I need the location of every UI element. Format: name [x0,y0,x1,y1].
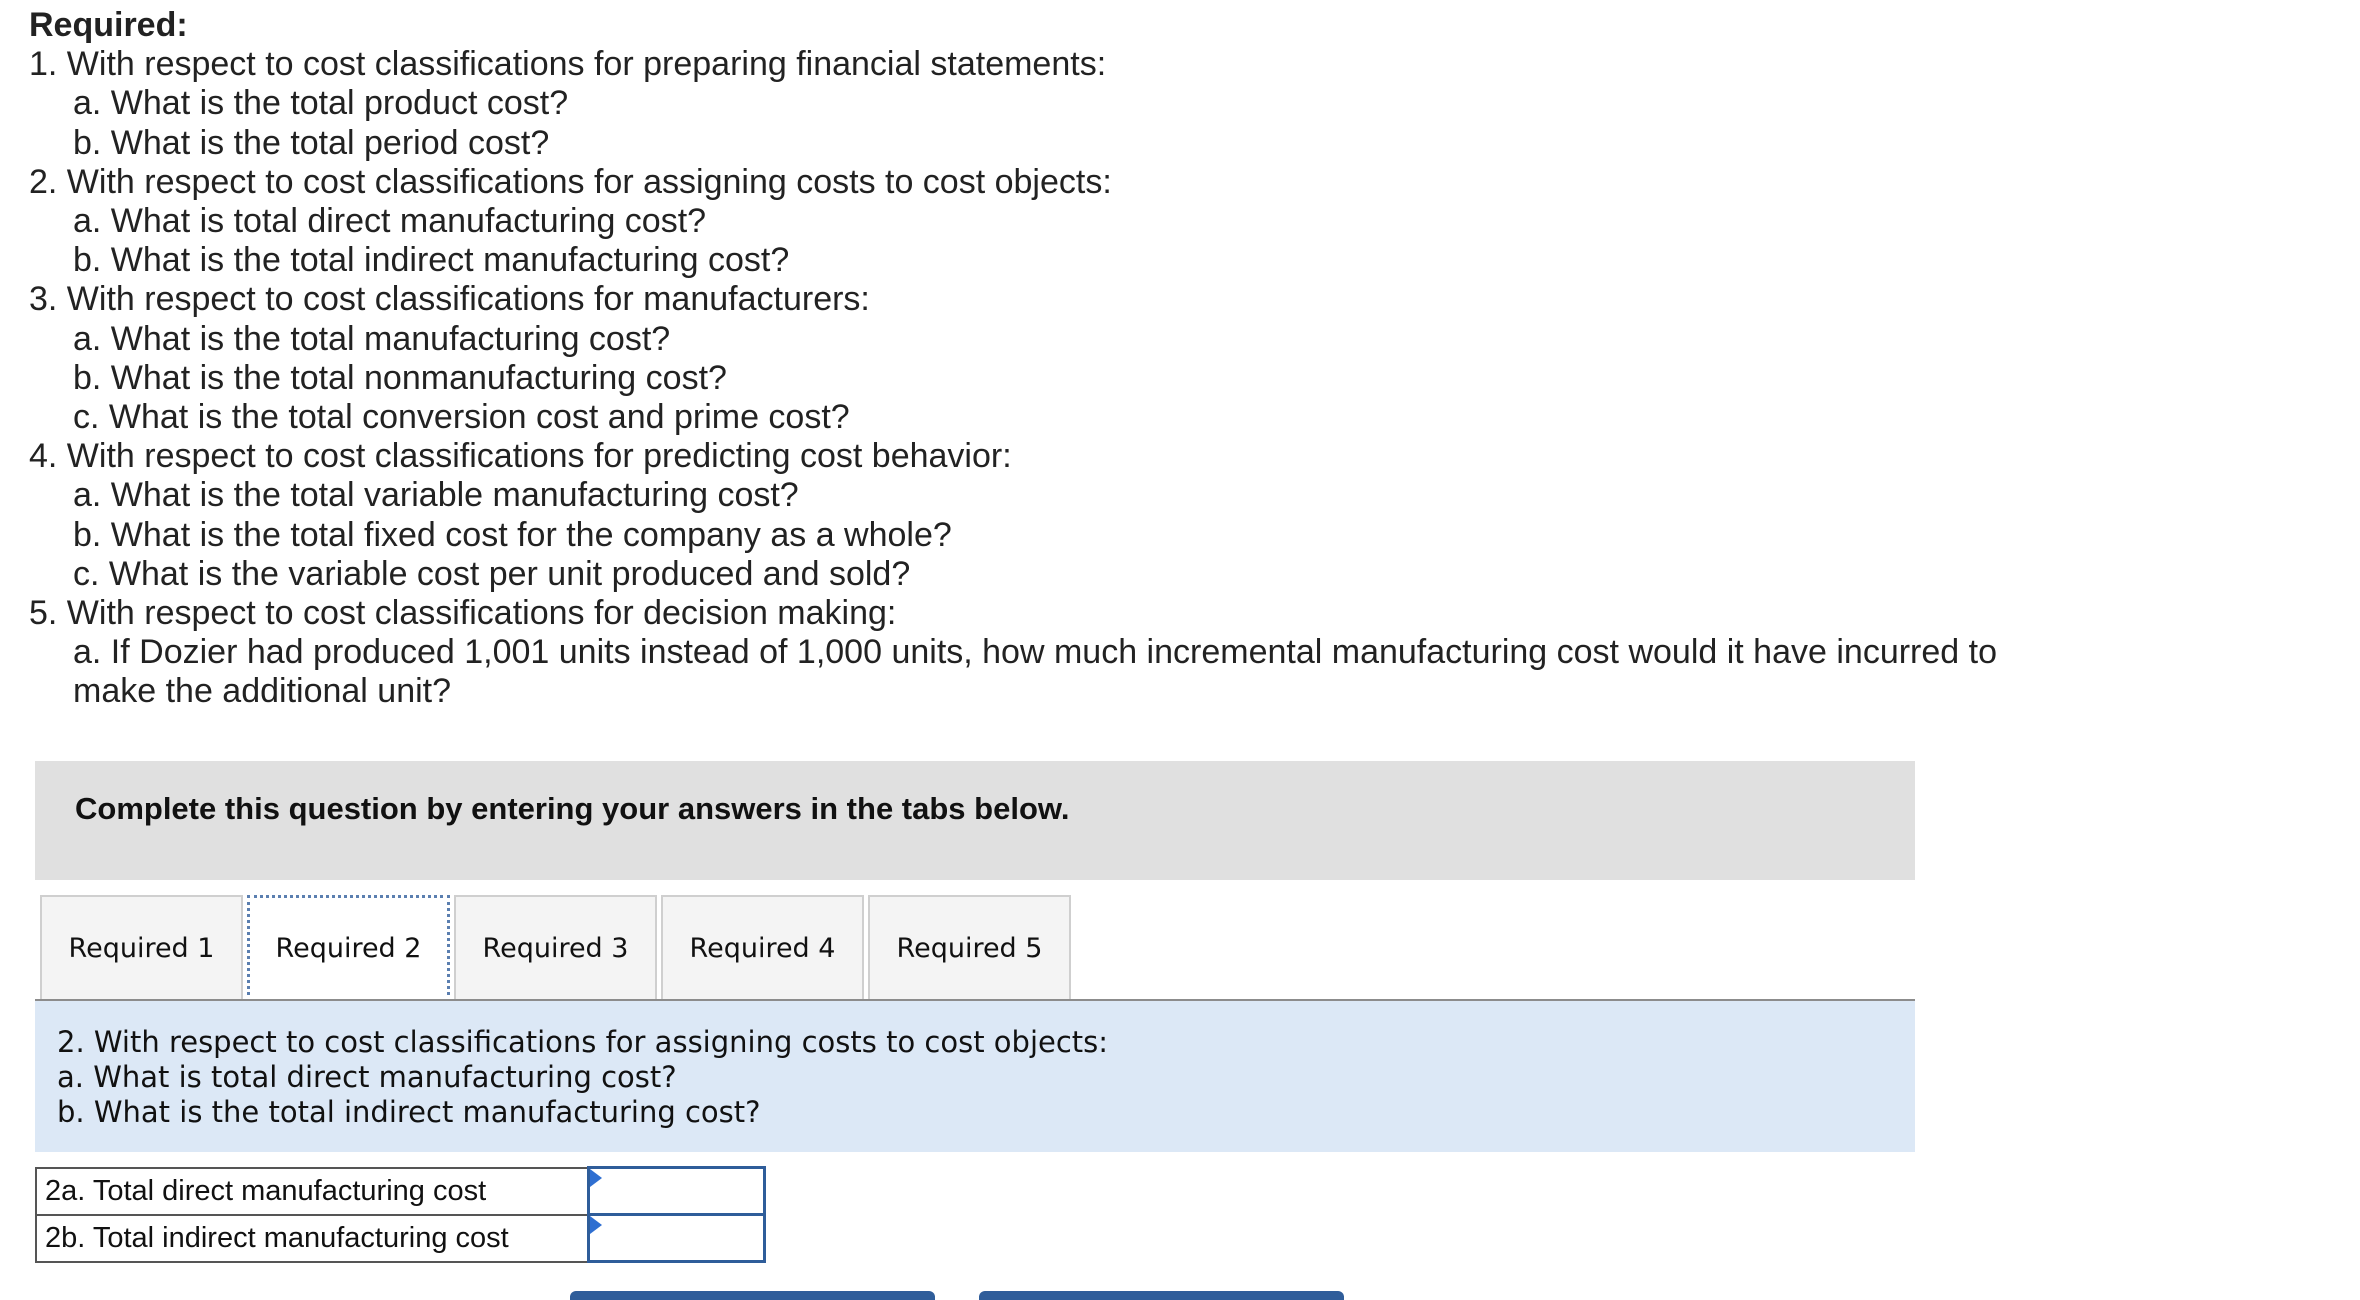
required-tabs [40,895,1915,1001]
question-line-heading: 2. With respect to cost classifications for assigning costs to cost objects: [57,1025,1109,1059]
table-row [36,1168,764,1215]
required-item-2b: b. What is the total indirect manufacturing cost? [73,241,790,280]
answer-label-2a: 2a. Total direct manufacturing cost [36,1168,588,1215]
required-item-5a: a. If Dozier had produced 1,001 units instead of 1,000 units, how much incremental manufacturing cost would it have incurred to make the additional unit? [73,633,1997,711]
required-item-3: 3. With respect to cost classifications for manufacturers: [29,280,870,319]
question-line-a: a. What is total direct manufacturing cost? [57,1060,677,1094]
flag-marker-icon [590,1216,602,1234]
required-item-2: 2. With respect to cost classifications for assigning costs to cost objects: [29,162,1112,201]
required-item-4a: a. What is the total variable manufacturing cost? [73,476,799,515]
tab-required-1[interactable]: Required 1 [40,895,243,999]
required-section [29,6,2129,712]
answer-input-2a[interactable] [590,1169,763,1213]
required-heading: Required: [29,6,188,44]
answer-label-2b: 2b. Total indirect manufacturing cost [36,1215,588,1262]
required-item-4b: b. What is the total fixed cost for the company as a whole? [73,515,952,554]
tab-required-5[interactable]: Required 5 [868,895,1071,999]
required-item-3b: b. What is the total nonmanufacturing cost? [73,358,727,397]
tab-required-2[interactable]: Required 2 [247,895,450,1002]
required-item-3c: c. What is the total conversion cost and prime cost? [73,398,850,437]
instruction-text: Complete this question by entering your answers in the tabs below. [75,791,1070,826]
required-item-5: 5. With respect to cost classifications for decision making: [29,594,897,633]
required-item-4: 4. With respect to cost classifications for predicting cost behavior: [29,437,1012,476]
next-required-button[interactable] [979,1291,1344,1300]
required-item-2a: a. What is total direct manufacturing cost? [73,202,707,241]
required-item-1: 1. With respect to cost classifications for preparing financial statements: [29,45,1107,84]
table-row [36,1215,764,1262]
answer-input-2b[interactable] [590,1216,763,1260]
answer-cell-2a [588,1168,764,1215]
required-item-1b: b. What is the total period cost? [73,123,550,162]
required-item-4c: c. What is the variable cost per unit produced and sold? [73,554,911,593]
instruction-banner [35,761,1915,880]
required-item-3a: a. What is the total manufacturing cost? [73,319,671,358]
answer-table [35,1166,766,1263]
tab-required-4[interactable]: Required 4 [661,895,864,999]
answer-cell-2b [588,1215,764,1262]
question-text [57,1025,1108,1130]
question-line-b: b. What is the total indirect manufacturing cost? [57,1095,761,1129]
tab-required-3[interactable]: Required 3 [454,895,657,999]
flag-marker-icon [590,1169,602,1187]
required-item-1a: a. What is the total product cost? [73,84,569,123]
question-panel [35,1001,1915,1152]
prev-required-button[interactable] [570,1291,935,1300]
